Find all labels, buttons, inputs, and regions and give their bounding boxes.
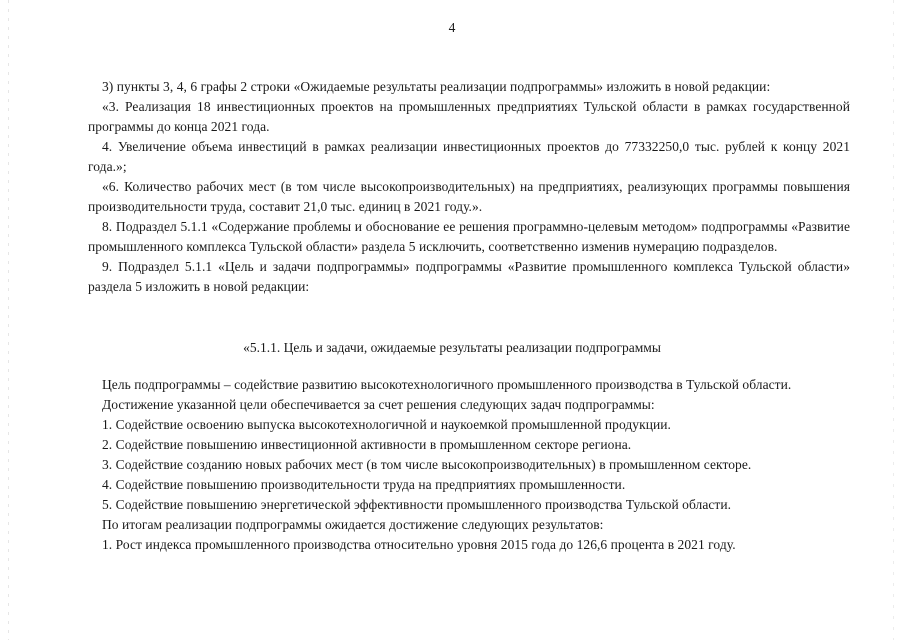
result-item-1: 1. Рост индекса промышленного производства относительно уровня 2015 года до 126,6 процента в 2021 году. [102, 537, 736, 552]
goal-paragraph: Цель подпрограммы – содействие развитию высокотехнологичного промышленного производства в Тульской области. [102, 377, 792, 392]
scan-edge-right [893, 0, 894, 640]
task-item-3: 3. Содействие созданию новых рабочих мест (в том числе высокопроизводительных) в промышленном секторе. [102, 457, 752, 472]
task-item-2: 2. Содействие повышению инвестиционной активности в промышленном секторе региона. [102, 437, 632, 452]
paragraph-item-3-intro: 3) пункты 3, 4, 6 графы 2 строки «Ожидаемые результаты реализации подпрограммы» изложить в новой редакции: [102, 79, 771, 94]
section-heading: «5.1.1. Цель и задачи, ожидаемые результаты реализации подпрограммы [243, 340, 661, 355]
paragraph-point-9: 9. Подраздел 5.1.1 «Цель и задачи подпрограммы» подпрограммы «Развитие промышленного комплекса Тульской области» раздела 5 изложить в новой редакции: [88, 259, 850, 294]
task-item-1: 1. Содействие освоению выпуска высокотехнологичной и наукоемкой промышленной продукции. [102, 417, 671, 432]
paragraph-item-4: 4. Увеличение объема инвестиций в рамках реализации инвестиционных проектов до 77332250,0 тыс. рублей к концу 2021 года.»; [88, 139, 850, 174]
results-intro: По итогам реализации подпрограммы ожидается достижение следующих результатов: [102, 517, 604, 532]
amendments-section [88, 77, 850, 297]
paragraph-item-3: «3. Реализация 18 инвестиционных проектов на промышленных предприятиях Тульской области в рамках государственной программы до конца 2021 года. [88, 99, 850, 134]
goals-section [88, 375, 850, 555]
page-number: 4 [448, 20, 456, 35]
scan-edge-left [8, 0, 9, 640]
tasks-intro: Достижение указанной цели обеспечивается за счет решения следующих задач подпрограммы: [102, 397, 655, 412]
paragraph-point-8: 8. Подраздел 5.1.1 «Содержание проблемы и обоснование ее решения программно-целевым методом» подпрограммы «Развитие промышленного комплекса Тульской области» раздела 5 исключить, соответственно изменив нумерацию подразделов. [88, 219, 850, 254]
task-item-5: 5. Содействие повышению энергетической эффективности промышленного производства Тульской области. [102, 497, 732, 512]
paragraph-item-6: «6. Количество рабочих мест (в том числе высокопроизводительных) на предприятиях, реализующих программы повышения производительности труда, составит 21,0 тыс. единиц в 2021 году.». [88, 179, 850, 214]
task-item-4: 4. Содействие повышению производительности труда на предприятиях промышленности. [102, 477, 626, 492]
